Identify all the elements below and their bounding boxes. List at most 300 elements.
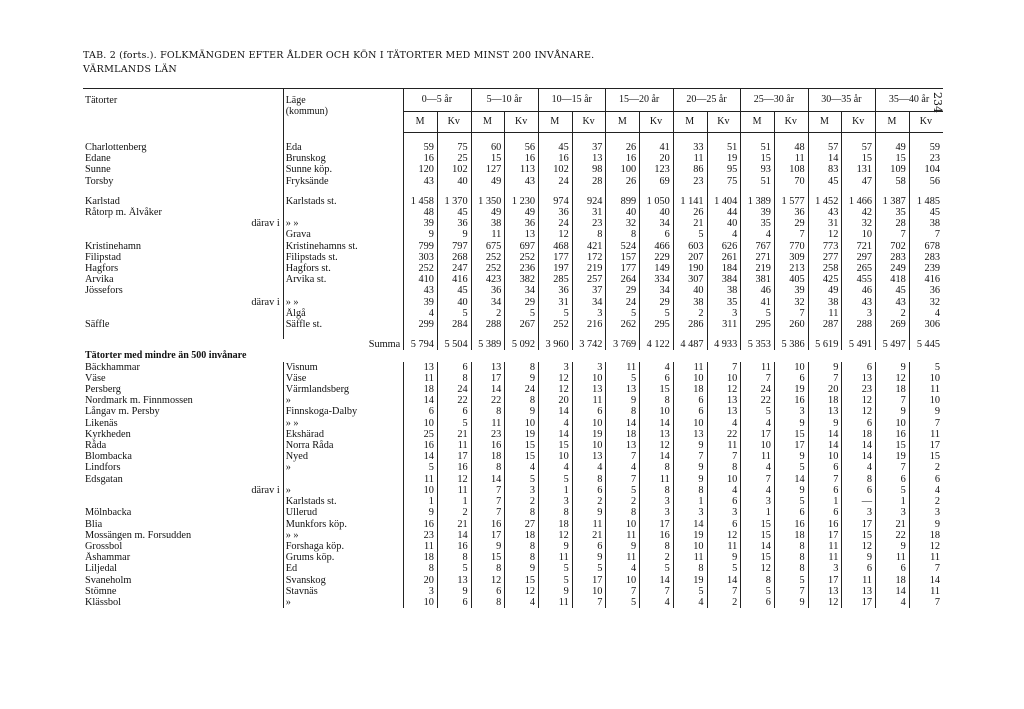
- table-cell: 6: [471, 586, 505, 597]
- table-cell: 9: [808, 362, 842, 373]
- spacer-row: [83, 133, 943, 143]
- summa-cell: 3 742: [572, 339, 606, 350]
- locality-municipality: »: [283, 597, 404, 608]
- table-cell: 93: [741, 164, 775, 175]
- table-cell: 12: [842, 395, 876, 406]
- table-cell: 21: [673, 218, 707, 229]
- table-cell: 4: [741, 485, 775, 496]
- age-group-header: 30—35 år: [808, 89, 875, 112]
- table-cell: 924: [572, 196, 606, 207]
- table-cell: 7: [606, 586, 640, 597]
- table-cell: 28: [572, 176, 606, 187]
- table-cell: 9: [876, 362, 910, 373]
- table-cell: 6: [572, 541, 606, 552]
- locality-municipality: [283, 474, 404, 485]
- table-cell: 7: [909, 563, 943, 574]
- table-cell: 9: [774, 451, 808, 462]
- table-cell: 5: [606, 485, 640, 496]
- table-cell: 18: [808, 395, 842, 406]
- locality-name: Långav m. Persby: [85, 406, 160, 418]
- table-cell: 28: [876, 218, 910, 229]
- locality-municipality: Karlstads st.: [283, 196, 404, 207]
- table-cell: 1 350: [471, 196, 505, 207]
- table-row: [83, 541, 943, 552]
- table-cell: 24: [606, 297, 640, 308]
- table-cell: 23: [673, 176, 707, 187]
- table-cell: 11: [539, 552, 573, 563]
- table-cell: 697: [505, 241, 539, 252]
- table-row: [83, 308, 943, 319]
- table-cell: 7: [808, 474, 842, 485]
- table-cell: 36: [539, 285, 573, 296]
- locality-municipality: »: [283, 462, 404, 473]
- locality-name: [83, 496, 283, 507]
- table-cell: 23: [572, 218, 606, 229]
- table-cell: 18: [909, 530, 943, 541]
- table-cell: 43: [808, 207, 842, 218]
- table-cell: 19: [673, 530, 707, 541]
- table-cell: 38: [673, 297, 707, 308]
- table-cell: 13: [808, 406, 842, 417]
- table-cell: 207: [673, 252, 707, 263]
- table-cell: 10: [673, 373, 707, 384]
- table-cell: 172: [572, 252, 606, 263]
- locality-name: därav i: [251, 218, 280, 230]
- table-cell: 4: [707, 418, 741, 429]
- table-cell: 1 141: [673, 196, 707, 207]
- table-cell: 468: [539, 241, 573, 252]
- table-cell: 9: [437, 229, 471, 240]
- table-cell: 14: [808, 440, 842, 451]
- table-cell: 5: [774, 462, 808, 473]
- table-cell: 425: [808, 274, 842, 285]
- locality-name: Blia: [85, 518, 103, 530]
- age-group-header: 20—25 år: [673, 89, 740, 112]
- locality-name: Liljedal: [85, 563, 118, 575]
- table-cell: 102: [437, 164, 471, 175]
- table-cell: 7: [876, 462, 910, 473]
- header-row-age: [83, 89, 943, 112]
- table-cell: 4: [572, 462, 606, 473]
- table-cell: 56: [505, 142, 539, 153]
- summa-label: Summa: [368, 339, 401, 351]
- table-cell: 31: [808, 218, 842, 229]
- table-cell: 41: [640, 142, 674, 153]
- table-cell: 14: [808, 429, 842, 440]
- table-cell: 34: [572, 297, 606, 308]
- locality-name: Åshammar: [85, 552, 131, 564]
- table-cell: 6: [842, 418, 876, 429]
- table-cell: 95: [707, 164, 741, 175]
- table-cell: 18: [876, 575, 910, 586]
- table-cell: 108: [774, 164, 808, 175]
- table-row: [83, 241, 943, 252]
- locality-municipality: Ed: [283, 563, 404, 574]
- table-cell: 6: [640, 229, 674, 240]
- table-cell: 10: [707, 474, 741, 485]
- table-cell: 104: [909, 164, 943, 175]
- table-cell: 16: [404, 153, 438, 164]
- table-cell: 14: [808, 153, 842, 164]
- table-cell: 8: [437, 552, 471, 563]
- table-cell: 5: [437, 308, 471, 319]
- table-cell: 17: [909, 440, 943, 451]
- table-cell: 13: [606, 384, 640, 395]
- table-cell: 18: [404, 552, 438, 563]
- table-cell: 236: [505, 263, 539, 274]
- table-cell: 7: [707, 362, 741, 373]
- table-cell: 7: [774, 586, 808, 597]
- table-row: [83, 519, 943, 530]
- table-cell: 49: [471, 176, 505, 187]
- table-cell: 3: [741, 496, 775, 507]
- table-cell: 1 458: [404, 196, 438, 207]
- table-cell: 4: [606, 563, 640, 574]
- table-cell: 416: [437, 274, 471, 285]
- table-cell: 287: [808, 319, 842, 330]
- table-cell: 239: [909, 263, 943, 274]
- table-cell: 38: [707, 285, 741, 296]
- table-cell: 3: [505, 485, 539, 496]
- table-cell: 15: [909, 451, 943, 462]
- summa-cell: 5 491: [842, 339, 876, 350]
- table-cell: 13: [505, 229, 539, 240]
- locality-municipality: Hagfors st.: [283, 263, 404, 274]
- table-row: [83, 496, 943, 507]
- table-cell: 8: [673, 563, 707, 574]
- table-cell: 3: [572, 308, 606, 319]
- table-cell: 9: [606, 541, 640, 552]
- table-cell: 6: [741, 597, 775, 608]
- table-cell: 26: [673, 207, 707, 218]
- table-cell: 190: [673, 263, 707, 274]
- locality-municipality: Nyed: [283, 451, 404, 462]
- table-cell: 8: [707, 462, 741, 473]
- table-cell: 5: [606, 597, 640, 608]
- table-row: [83, 142, 943, 153]
- table-cell: 423: [471, 274, 505, 285]
- table-cell: 58: [876, 176, 910, 187]
- male-header: M: [404, 112, 438, 133]
- table-cell: 11: [707, 541, 741, 552]
- table-cell: 13: [673, 429, 707, 440]
- table-cell: 8: [606, 507, 640, 518]
- table-cell: 98: [572, 164, 606, 175]
- female-header: Kv: [640, 112, 674, 133]
- table-cell: 51: [741, 142, 775, 153]
- table-cell: 15: [471, 552, 505, 563]
- table-cell: 14: [673, 519, 707, 530]
- table-row: [83, 474, 943, 485]
- table-cell: 5: [876, 485, 910, 496]
- table-cell: 5: [640, 563, 674, 574]
- table-cell: 12: [909, 541, 943, 552]
- table-cell: 14: [909, 575, 943, 586]
- table-cell: 57: [842, 142, 876, 153]
- table-cell: 43: [404, 176, 438, 187]
- locality-municipality: » »: [283, 297, 404, 308]
- spacer-row: [83, 187, 943, 196]
- table-cell: 6: [876, 474, 910, 485]
- table-cell: 69: [640, 176, 674, 187]
- table-cell: 7: [471, 485, 505, 496]
- table-cell: 5: [437, 418, 471, 429]
- table-cell: 6: [842, 563, 876, 574]
- table-cell: 295: [741, 319, 775, 330]
- table-cell: 524: [606, 241, 640, 252]
- table-cell: 70: [774, 176, 808, 187]
- page-number: 234: [931, 92, 944, 113]
- table-cell: 2: [876, 308, 910, 319]
- table-cell: 303: [404, 252, 438, 263]
- table-cell: 37: [572, 142, 606, 153]
- table-row: [83, 507, 943, 518]
- locality-name: Filipstad: [85, 251, 122, 263]
- table-cell: 309: [774, 252, 808, 263]
- table-cell: 23: [842, 384, 876, 395]
- table-cell: 16: [471, 519, 505, 530]
- table-cell: 974: [539, 196, 573, 207]
- table-cell: 12: [808, 229, 842, 240]
- locality-municipality: » »: [283, 418, 404, 429]
- female-header: Kv: [572, 112, 606, 133]
- table-cell: 15: [640, 384, 674, 395]
- table-cell: 12: [539, 530, 573, 541]
- table-cell: 3: [909, 507, 943, 518]
- locality-municipality: » »: [283, 218, 404, 229]
- table-cell: 34: [471, 297, 505, 308]
- table-cell: 8: [539, 507, 573, 518]
- summa-cell: 5 353: [741, 339, 775, 350]
- table-cell: 10: [842, 229, 876, 240]
- table-cell: 83: [808, 164, 842, 175]
- table-cell: 12: [539, 384, 573, 395]
- summa-cell: 3 960: [539, 339, 573, 350]
- table-cell: 6: [707, 519, 741, 530]
- table-cell: 4: [539, 462, 573, 473]
- table-row: [83, 319, 943, 330]
- table-cell: 9: [505, 406, 539, 417]
- table-cell: 283: [909, 252, 943, 263]
- table-cell: 26: [606, 176, 640, 187]
- locality-municipality: Stavnäs: [283, 586, 404, 597]
- table-cell: 36: [539, 207, 573, 218]
- table-cell: 4: [673, 597, 707, 608]
- table-cell: 4: [606, 462, 640, 473]
- table-cell: 4: [505, 462, 539, 473]
- table-cell: 247: [437, 263, 471, 274]
- table-cell: 20: [808, 384, 842, 395]
- table-cell: 21: [876, 519, 910, 530]
- table-cell: 48: [774, 142, 808, 153]
- table-cell: 18: [774, 530, 808, 541]
- table-cell: 10: [707, 373, 741, 384]
- locality-name: Mossängen m. Forsudden: [85, 529, 192, 541]
- table-cell: 12: [640, 440, 674, 451]
- table-cell: 8: [640, 541, 674, 552]
- table-cell: 11: [640, 474, 674, 485]
- table-cell: 10: [876, 418, 910, 429]
- locality-municipality: Fryksände: [283, 176, 404, 187]
- table-row: [83, 297, 943, 308]
- table-cell: 59: [909, 142, 943, 153]
- table-cell: 177: [606, 263, 640, 274]
- table-cell: 1: [539, 485, 573, 496]
- table-cell: 8: [640, 395, 674, 406]
- table-cell: 40: [437, 297, 471, 308]
- table-cell: 8: [471, 597, 505, 608]
- table-cell: 8: [673, 485, 707, 496]
- table-cell: 384: [707, 274, 741, 285]
- table-cell: 22: [876, 530, 910, 541]
- table-cell: 11: [909, 429, 943, 440]
- table-cell: 8: [640, 462, 674, 473]
- table-cell: 3: [707, 507, 741, 518]
- locality-name: Nordmark m. Finnmossen: [85, 395, 193, 407]
- table-cell: 13: [572, 153, 606, 164]
- table-cell: 37: [572, 285, 606, 296]
- table-cell: 24: [539, 176, 573, 187]
- table-row: [83, 229, 943, 240]
- table-cell: 32: [606, 218, 640, 229]
- locality-municipality: Munkfors köp.: [283, 519, 404, 530]
- table-cell: 3: [673, 507, 707, 518]
- locality-name: Kyrkheden: [85, 428, 131, 440]
- locality-name: Stömne: [85, 585, 117, 597]
- table-cell: 184: [707, 263, 741, 274]
- table-cell: 11: [471, 418, 505, 429]
- table-cell: 11: [437, 485, 471, 496]
- table-cell: 4: [707, 229, 741, 240]
- table-row: [83, 218, 943, 229]
- table-cell: 1 050: [640, 196, 674, 207]
- table-cell: 257: [572, 274, 606, 285]
- table-cell: 16: [505, 153, 539, 164]
- table-cell: 14: [539, 406, 573, 417]
- table-cell: 9: [673, 462, 707, 473]
- age-group-header: 5—10 år: [471, 89, 538, 112]
- table-cell: 249: [876, 263, 910, 274]
- table-cell: 252: [471, 252, 505, 263]
- table-cell: 12: [808, 597, 842, 608]
- table-body: [83, 133, 943, 609]
- locality-name: [83, 229, 283, 240]
- locality-municipality: Svanskog: [283, 575, 404, 586]
- table-cell: 16: [808, 519, 842, 530]
- locality-name: [83, 308, 283, 319]
- table-cell: 4: [640, 597, 674, 608]
- table-cell: 4: [505, 597, 539, 608]
- table-cell: 19: [505, 429, 539, 440]
- table-cell: 123: [640, 164, 674, 175]
- table-cell: 17: [640, 519, 674, 530]
- table-title: TAB. 2 (forts.). FOLKMÄNGDEN EFTER ÅLDER OCH KÖN I TÄTORTER MED MINST 200 INVÅNARE.: [83, 50, 595, 61]
- locality-municipality: Forshaga köp.: [283, 541, 404, 552]
- col-header-lage-sub: (kommun): [285, 106, 328, 118]
- table-cell: 283: [876, 252, 910, 263]
- table-cell: 6: [909, 474, 943, 485]
- female-header: Kv: [707, 112, 741, 133]
- table-cell: 15: [505, 575, 539, 586]
- table-cell: 8: [774, 541, 808, 552]
- table-cell: 14: [539, 429, 573, 440]
- table-cell: 14: [707, 575, 741, 586]
- locality-name: Edane: [85, 153, 111, 165]
- table-cell: 299: [404, 319, 438, 330]
- table-cell: 11: [673, 362, 707, 373]
- table-cell: 799: [404, 241, 438, 252]
- table-cell: 6: [808, 462, 842, 473]
- table-cell: 14: [404, 395, 438, 406]
- locality-name: därav i: [251, 296, 280, 308]
- locality-municipality: »: [283, 395, 404, 406]
- table-cell: 405: [774, 274, 808, 285]
- locality-municipality: Arvika st.: [283, 274, 404, 285]
- table-cell: 13: [572, 384, 606, 395]
- table-cell: 7: [808, 373, 842, 384]
- table-cell: 421: [572, 241, 606, 252]
- table-cell: 13: [842, 586, 876, 597]
- table-cell: 6: [640, 373, 674, 384]
- col-header-lage: [283, 89, 404, 133]
- table-row: [83, 429, 943, 440]
- table-cell: 797: [437, 241, 471, 252]
- table-cell: 4: [741, 418, 775, 429]
- table-cell: 260: [774, 319, 808, 330]
- table-cell: 14: [741, 541, 775, 552]
- locality-municipality: Visnum: [283, 362, 404, 373]
- table-cell: 455: [842, 274, 876, 285]
- col-header-lage-label: Läge: [285, 95, 306, 106]
- table-cell: 11: [471, 229, 505, 240]
- table-cell: 13: [471, 362, 505, 373]
- male-header: M: [741, 112, 775, 133]
- table-cell: 15: [741, 552, 775, 563]
- table-cell: 3: [640, 507, 674, 518]
- locality-name: därav i: [251, 484, 280, 496]
- table-cell: 15: [774, 429, 808, 440]
- table-cell: 7: [741, 474, 775, 485]
- table-cell: 285: [539, 274, 573, 285]
- table-cell: 1: [437, 496, 471, 507]
- table-cell: 40: [640, 207, 674, 218]
- col-header-tatorter: Tätorter: [83, 89, 283, 133]
- locality-municipality: Älgå: [283, 308, 404, 319]
- table-cell: 9: [774, 485, 808, 496]
- locality-name: Karlstad: [85, 195, 120, 207]
- table-cell: 6: [572, 406, 606, 417]
- male-header: M: [808, 112, 842, 133]
- section-heading: Tätorter med mindre än 500 invånare: [85, 350, 247, 362]
- table-cell: 252: [404, 263, 438, 274]
- table-cell: 1 577: [774, 196, 808, 207]
- table-cell: 14: [876, 586, 910, 597]
- locality-name: Blombacka: [85, 451, 132, 463]
- table-cell: 271: [741, 252, 775, 263]
- table-cell: 9: [774, 597, 808, 608]
- table-row: [83, 451, 943, 462]
- table-cell: 19: [572, 429, 606, 440]
- table-cell: 9: [842, 552, 876, 563]
- table-cell: 45: [876, 285, 910, 296]
- table-cell: 6: [437, 406, 471, 417]
- table-row: [83, 597, 943, 608]
- table-cell: 11: [572, 395, 606, 406]
- table-cell: 9: [437, 586, 471, 597]
- summa-cell: 3 769: [606, 339, 640, 350]
- table-cell: 17: [437, 451, 471, 462]
- table-cell: 17: [842, 519, 876, 530]
